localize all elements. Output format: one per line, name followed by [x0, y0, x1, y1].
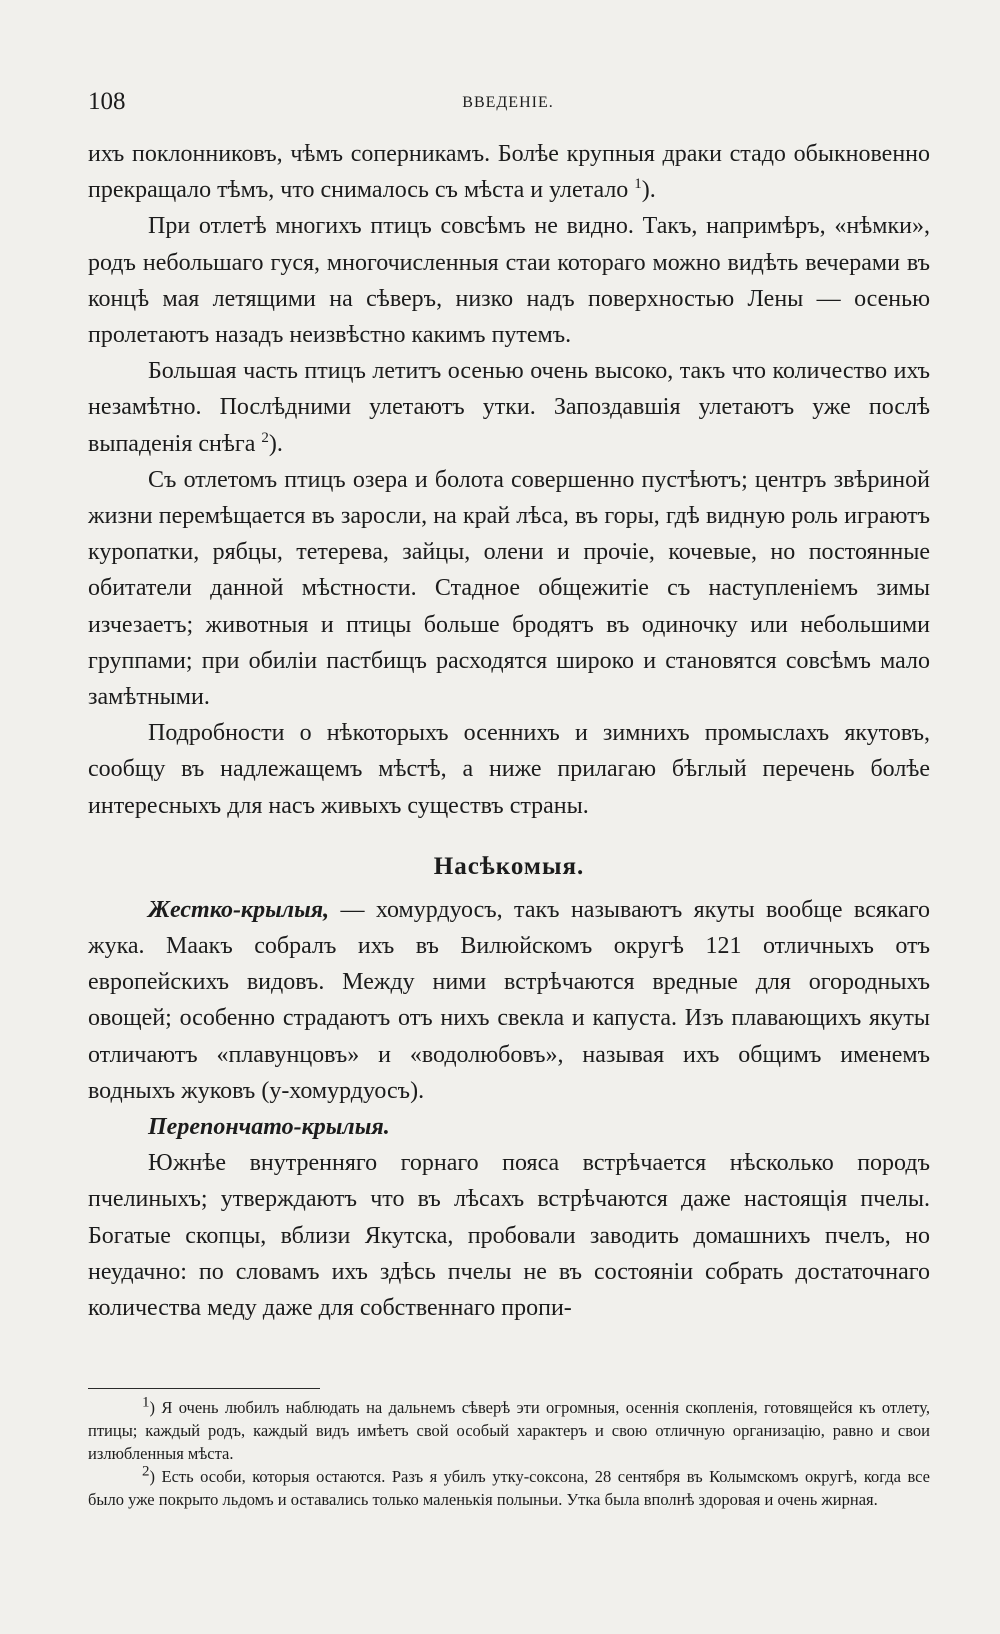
- footnote-marker: 1: [142, 1394, 150, 1411]
- term-heading: Перепончато-крылыя.: [148, 1114, 390, 1141]
- paragraph: Подробности о нѣкоторыхъ осеннихъ и зимнихъ промыслахъ якутовъ, сообщу въ надлежащемъ мѣстѣ, а ниже прилагаю бѣглый перечень болѣе интересныхъ для насъ живыхъ существъ страны.: [88, 720, 930, 819]
- footnote-ref: 1: [634, 176, 642, 193]
- paragraph: Съ отлетомъ птицъ озера и болота совершенно пустѣютъ; центръ звѣриной жизни перемѣщается въ заросли, на край лѣса, въ горы, гдѣ видную роль играютъ куропатки, рябцы, тетерева, зайцы, олени и прочіе, кочевые, но постоянные обитатели данной мѣстности. Стадное общежитіе съ наступленіемъ зимы изчезаетъ; животныя и птицы больше бродятъ въ одиночку или небольшими группами; при обиліи пастбищъ расходятся широко и становятся совсѣмъ мало замѣтными.: [88, 466, 930, 711]
- term-heading: Жестко-крылыя,: [148, 896, 330, 923]
- paragraph: Южнѣе внутренняго горнаго пояса встрѣчается нѣсколько породъ пчелиныхъ; утверждаютъ что въ лѣсахъ встрѣчаются даже настоящія пчелы. Богатые скопцы, вблизи Якутска, пробовали заводить домашнихъ пчелъ, но неудачно: по словамъ ихъ здѣсь пчелы не въ состояніи собрать достаточнаго количества меду даже для собственнаго пропи-: [88, 1150, 930, 1322]
- paragraph: При отлетѣ многихъ птицъ совсѣмъ не видно. Такъ, напримѣръ, «нѣмки», родъ небольшаго гуся, многочисленныя стаи котораго можно видѣть вечерами въ концѣ мая летящими на сѣверъ, низко надъ поверхностью Лены — осенью пролетаютъ назадъ неизвѣстно какимъ путемъ.: [88, 213, 930, 349]
- paragraph-text-end: ).: [268, 430, 283, 457]
- footnote-marker: 2: [142, 1463, 150, 1480]
- footnote-text: ) Есть особи, которыя остаются. Разъ я убилъ утку-соксона, 28 сентября въ Колымскомъ округѣ, когда все было уже покрыто льдомъ и оставались только маленькія полыньи. Утка была вполнѣ здоровая и очень жирная.: [88, 1467, 930, 1509]
- footnotes: [88, 1396, 930, 1511]
- paragraph: [88, 353, 930, 462]
- paragraph-text: Большая часть птицъ летитъ осенью очень высоко, такъ что количество ихъ незамѣтно. Послѣдними улетаютъ утки. Запоздавшія улетаютъ уже послѣ выпаденія снѣга: [88, 358, 930, 457]
- paragraph: [88, 136, 930, 208]
- footnote: [88, 1396, 930, 1465]
- paragraph: [88, 1109, 930, 1145]
- footnote-divider: [88, 1388, 320, 1389]
- running-title: ВВЕДЕНІЕ.: [462, 94, 554, 111]
- page-header: [88, 88, 928, 128]
- footnote: [88, 1465, 930, 1511]
- paragraph: [88, 892, 930, 1109]
- paragraph-text-end: ).: [641, 177, 656, 204]
- main-text: [88, 136, 930, 1326]
- page-number: 108: [88, 88, 126, 115]
- section-heading: Насѣкомыя.: [433, 852, 585, 880]
- paragraph-text: ихъ поклонниковъ, чѣмъ соперникамъ. Болѣе крупныя драки стадо обыкновенно прекращало тѣмъ, что снималось съ мѣста и улетало: [88, 141, 930, 204]
- footnote-text: ) Я очень любилъ наблюдать на дальнемъ сѣверѣ эти огромныя, осеннія скопленія, готовящейся къ отлету, птицы; каждый родъ, каждый видъ имѣетъ свой особый характеръ и свою отличную организацію, равно и свои излюбленныя мѣста.: [88, 1398, 930, 1463]
- paragraph-text: — хомурдуосъ, такъ называютъ якуты вообще всякаго жука. Маакъ собралъ ихъ въ Вилюйскомъ округѣ 121 отличныхъ отъ европейскихъ видовъ. Между ними встрѣчаются вредные для огородныхъ овощей; особенно страдаютъ отъ нихъ свекла и капуста. Изъ плавающихъ якуты отличаютъ «плавунцовъ» и «водолюбовъ», называя ихъ общимъ именемъ водныхъ жуковъ (у-хомурдуосъ).: [88, 896, 930, 1104]
- footnote-ref: 2: [261, 429, 269, 446]
